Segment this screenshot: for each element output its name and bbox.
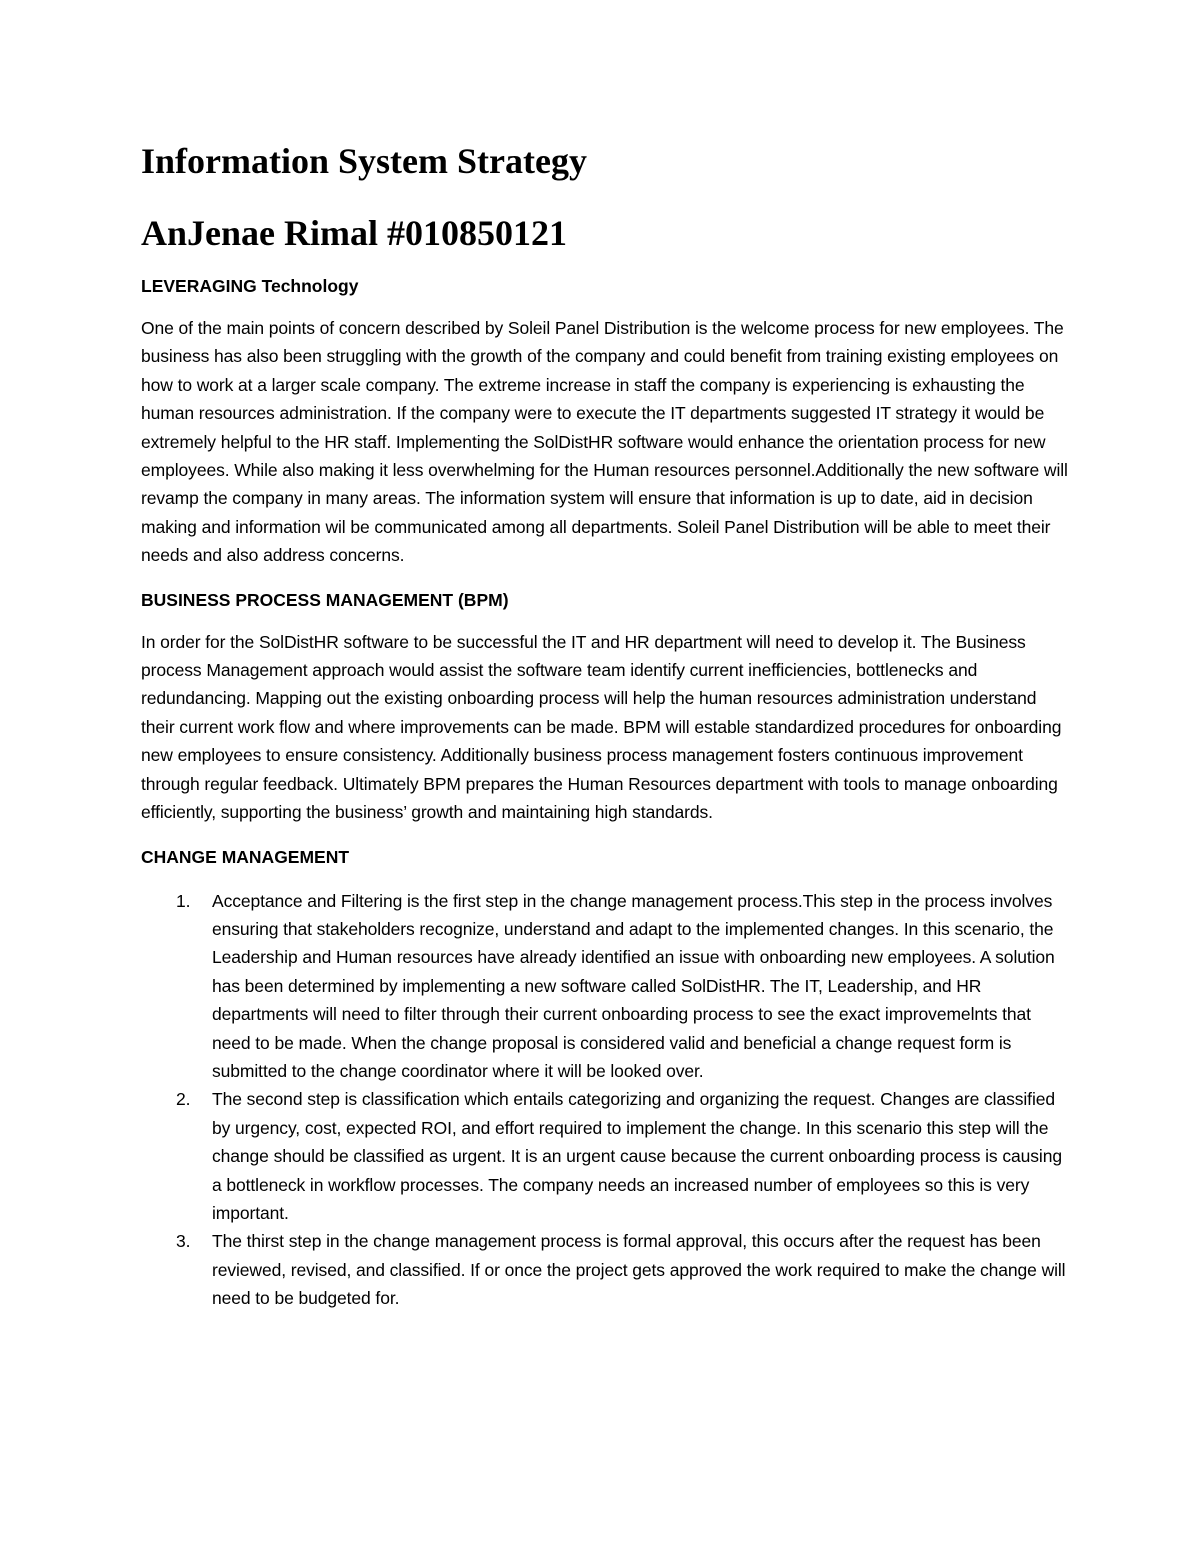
section-paragraph-bpm: In order for the SolDistHR software to be successful the IT and HR department will need to develop it. The Business process Management approach would assist the software team identify current inefficiencies, bottlenecks and redundancing. Mapping out the existing onboarding process will help the human resources administration understand their current work flow and where improvements can be made. BPM will estable standardized procedures for onboarding new employees to ensure consistency. Additionally business process management fosters continuous improvement through regular feedback. Ultimately BPM prepares the Human Resources department with tools to manage onboarding efficiently, supporting the business’ growth and maintaining high standards. [141, 631, 1062, 823]
document-title: Information System Strategy [141, 141, 587, 181]
list-item [141, 1085, 1071, 1227]
list-item-text: The second step is classification which entails categorizing and organizing the request. Changes are classified by urgency, cost, expected ROI, and effort required to implement the change. In this scenario this step will the change should be classified as urgent. It is an urgent cause because the current onboarding process is causing a bottleneck in workflow processes. The company needs an increased number of employees so this is very important. [212, 1089, 1062, 1223]
section-paragraph-leveraging: One of the main points of concern described by Soleil Panel Distribution is the welcome process for new employees. The business has also been struggling with the growth of the company and could benefit from training existing employees on how to work at a larger scale company. The extreme increase in staff the company is experiencing is exhausting the human resources administration. If the company were to execute the IT departments suggested IT strategy it would be extremely helpful to the HR staff. Implementing the SolDistHR software would enhance the orientation process for new employees. While also making it less overwhelming for the Human resources personnel.Additionally the new software will revamp the company in many areas. The information system will ensure that information is up to date, aid in decision making and information wil be communicated among all departments. Soleil Panel Distribution will be able to meet their needs and also address concerns. [141, 318, 1068, 566]
list-item-number: 1. [176, 890, 191, 911]
section-heading-change-management: CHANGE MANAGEMENT [141, 846, 350, 867]
section-heading-leveraging: LEVERAGING Technology [141, 276, 359, 296]
list-item-text: The thirst step in the change management process is formal approval, this occurs after the request has been reviewed, revised, and classified. If or once the project gets approved the work required to make the change will need to be budgeted for. [212, 1231, 1066, 1309]
change-management-steps-list [141, 887, 1071, 1313]
section-heading-bpm: BUSINESS PROCESS MANAGEMENT (BPM) [141, 589, 509, 610]
list-item [141, 887, 1071, 1086]
document-page [141, 140, 1071, 1313]
list-item [141, 1227, 1071, 1312]
list-item-text: Acceptance and Filtering is the first step in the change management process.This step in the process involves ensuring that stakeholders recognize, understand and adapt to the implemented changes. In this scenario, the Leadership and Human resources have already identified an issue with onboarding new employees. A solution has been determined by implementing a new software called SolDistHR. The IT, Leadership, and HR departments will need to filter through their current onboarding process to see the exact improvemelnts that need to be made. When the change proposal is considered valid and beneficial a change request form is submitted to the change coordinator where it will be looked over. [212, 890, 1055, 1081]
author-line: AnJenae Rimal #010850121 [141, 213, 567, 253]
list-item-number: 2. [176, 1089, 191, 1110]
list-item-number: 3. [176, 1231, 191, 1252]
